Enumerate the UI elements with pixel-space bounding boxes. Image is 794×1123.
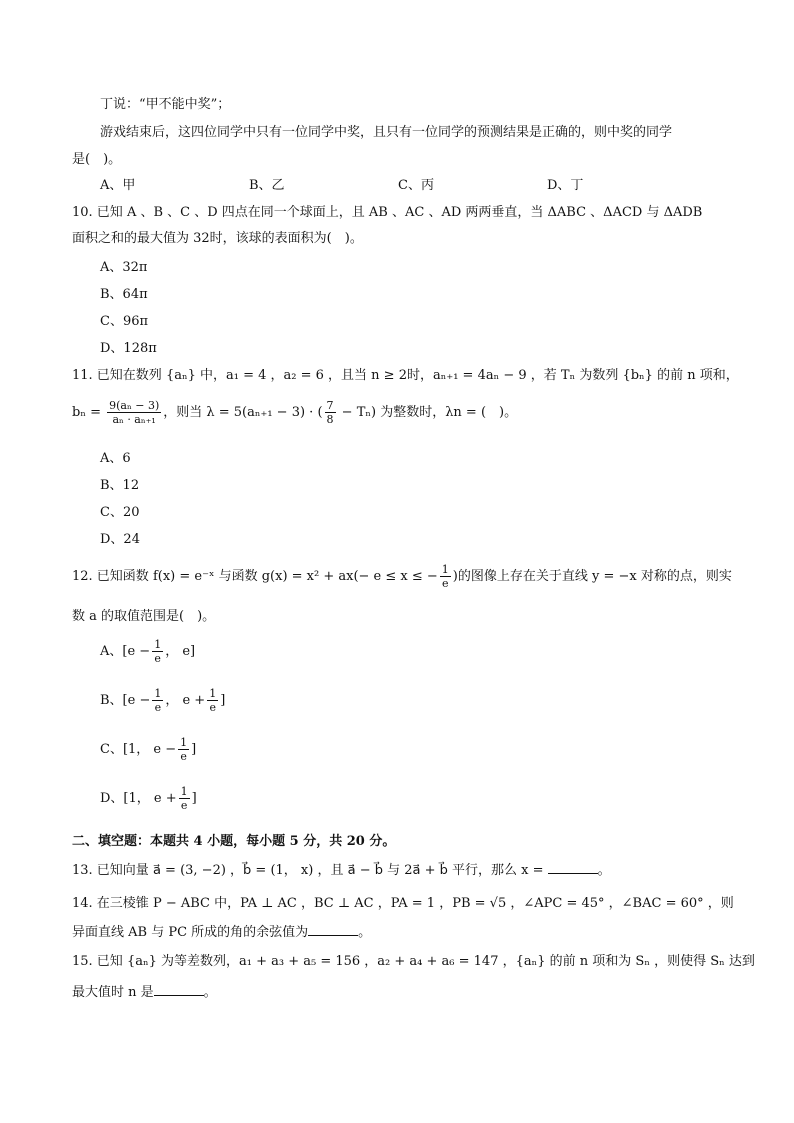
q12-option-b-num-1: 1 (154, 687, 162, 700)
q13-stem (72, 861, 611, 880)
q12-option-b-den-1: e (154, 701, 162, 714)
q11-frac-denominator: 8 (326, 413, 334, 426)
q12-option-d-den: e (180, 799, 188, 812)
q11-b-numerator: 9(aₙ − 3) (109, 399, 160, 412)
q13-end: 。 (597, 863, 611, 878)
q12-stem-line2: 数 a 的取值范围是( )。 (72, 609, 216, 624)
q12-stem-a: 12. 已知函数 f(x) = e⁻ˣ 与函数 g(x) = x² + ax(− e ≤ x ≤ − (72, 569, 438, 584)
q15-stem-line1: 15. 已知 {aₙ} 为等差数列，a₁ + a₃ + a₅ = 156 ，a₂ + a₄ + a₆ = 147 ，{aₙ} 的前 n 项和为 Sₙ ，则使得 Sₙ 达到 (72, 954, 755, 969)
q11-option-d: D、24 (100, 532, 140, 547)
q11-stem-line2 (72, 398, 517, 428)
q12-stem-line1 (72, 562, 732, 592)
section2-heading: 二、填空题：本题共 4 小题，每小题 5 分，共 20 分。 (72, 834, 396, 849)
q10-stem-line1: 10. 已知 A 、B 、C 、D 四点在同一个球面上，且 AB 、AC 、AD 两两垂直，当 ΔABC 、ΔACD 与 ΔADB (72, 205, 703, 220)
q12-option-b-mid: ， e + (165, 693, 206, 708)
q14-answer-blank[interactable] (308, 923, 358, 936)
q10-option-b: B、64π (100, 287, 148, 302)
q9-condition-line2: 是( )。 (72, 152, 122, 167)
q12-option-a-post: ， e] (165, 644, 196, 659)
q12-option-d-num: 1 (180, 785, 188, 798)
q12-option-b-num-2: 1 (209, 687, 217, 700)
q10-option-d: D、128π (100, 341, 157, 356)
q10-option-c: C、96π (100, 314, 149, 329)
q15-stem-line2 (72, 983, 217, 1002)
q14-stem-line2 (72, 923, 371, 942)
q12-option-d-pre: D、[1， e + (100, 791, 177, 806)
q11-b-denominator: aₙ · aₙ₊₁ (112, 413, 156, 426)
q12-option-b-fraction-2 (207, 687, 218, 714)
q12-option-b-pre: B、[e − (100, 693, 151, 708)
q15-answer-blank[interactable] (154, 983, 204, 996)
q12-option-a-num: 1 (154, 638, 162, 651)
q11-stem-line1: 11. 已知在数列 {aₙ} 中，a₁ = 4 ，a₂ = 6 ，且当 n ≥ 2时，aₙ₊₁ = 4aₙ − 9 ，若 Tₙ 为数列 {bₙ} 的前 n 项和， (72, 368, 739, 383)
q12-stem-b: )的图像上存在关于直线 y = −x 对称的点，则实 (452, 569, 732, 584)
q12-option-c (100, 735, 196, 765)
q14-end: 。 (358, 925, 372, 940)
q11-option-b: B、12 (100, 478, 140, 493)
q12-option-a-den: e (154, 652, 161, 665)
q14-stem-line1: 14. 在三棱锥 P − ABC 中，PA ⊥ AC ，BC ⊥ AC ，PA = 1 ，PB = √5 ，∠APC = 45° ，∠BAC = 60° ，则 (72, 896, 734, 911)
q11-frac-numerator: 7 (326, 399, 334, 412)
q12-option-d-fraction (179, 785, 190, 812)
q12-option-c-num: 1 (180, 736, 188, 749)
q11-b-fraction (107, 399, 161, 426)
q12-option-c-pre: C、[1， e − (100, 742, 177, 757)
q12-option-a-fraction (152, 638, 163, 665)
q13-answer-blank[interactable] (548, 861, 598, 874)
q12-option-a-pre: A、[e − (100, 644, 151, 659)
q11-option-a: A、6 (100, 451, 131, 466)
q9-option-a: A、甲 (100, 178, 136, 193)
q12-option-b (100, 686, 225, 716)
q9-option-b: B、乙 (249, 178, 285, 193)
q14-text: 异面直线 AB 与 PC 所成的角的余弦值为 (72, 925, 309, 940)
q11-option-c: C、20 (100, 505, 140, 520)
q12-option-c-post: ] (191, 742, 197, 757)
q12-option-d (100, 784, 197, 814)
q12-option-c-den: e (180, 750, 187, 763)
q12-option-d-post: ] (191, 791, 197, 806)
q12-option-c-fraction (178, 736, 189, 763)
q12-frac-numerator: 1 (441, 563, 449, 576)
q12-option-a (100, 637, 195, 667)
q12-option-b-den-2: e (209, 701, 216, 714)
q12-option-b-fraction-1 (152, 687, 163, 714)
q9-ding-statement: 丁说：“甲不能中奖”； (100, 97, 231, 112)
q9-option-c: C、丙 (398, 178, 434, 193)
q9-option-d: D、丁 (547, 178, 584, 193)
q15-end: 。 (203, 985, 217, 1000)
q9-condition-line1: 游戏结束后，这四位同学中只有一位同学中奖，且只有一位同学的预测结果是正确的，则中奖的同学 (100, 125, 673, 140)
q12-one-over-e (440, 563, 451, 590)
q15-text: 最大值时 n 是 (72, 985, 154, 1000)
q11-seven-eighths (325, 399, 336, 426)
q11-lambda-text: ，则当 λ = 5(aₙ₊₁ − 3) · ( (163, 405, 323, 420)
q11-b-lhs: bₙ = (72, 405, 101, 420)
q13-text: 13. 已知向量 a⃗ = (3, −2) ，b⃗ = (1， x) ，且 a⃗ − b⃗ 与 2a⃗ + b⃗ 平行，那么 x = (72, 863, 544, 878)
q12-option-b-post: ] (220, 693, 226, 708)
q12-frac-denominator: e (442, 577, 449, 590)
q10-option-a: A、32π (100, 260, 148, 275)
q11-lambda-end: − Tₙ) 为整数时，λn = ( )。 (337, 405, 518, 420)
q10-stem-line2: 面积之和的最大值为 32时，该球的表面积为( )。 (72, 231, 363, 246)
